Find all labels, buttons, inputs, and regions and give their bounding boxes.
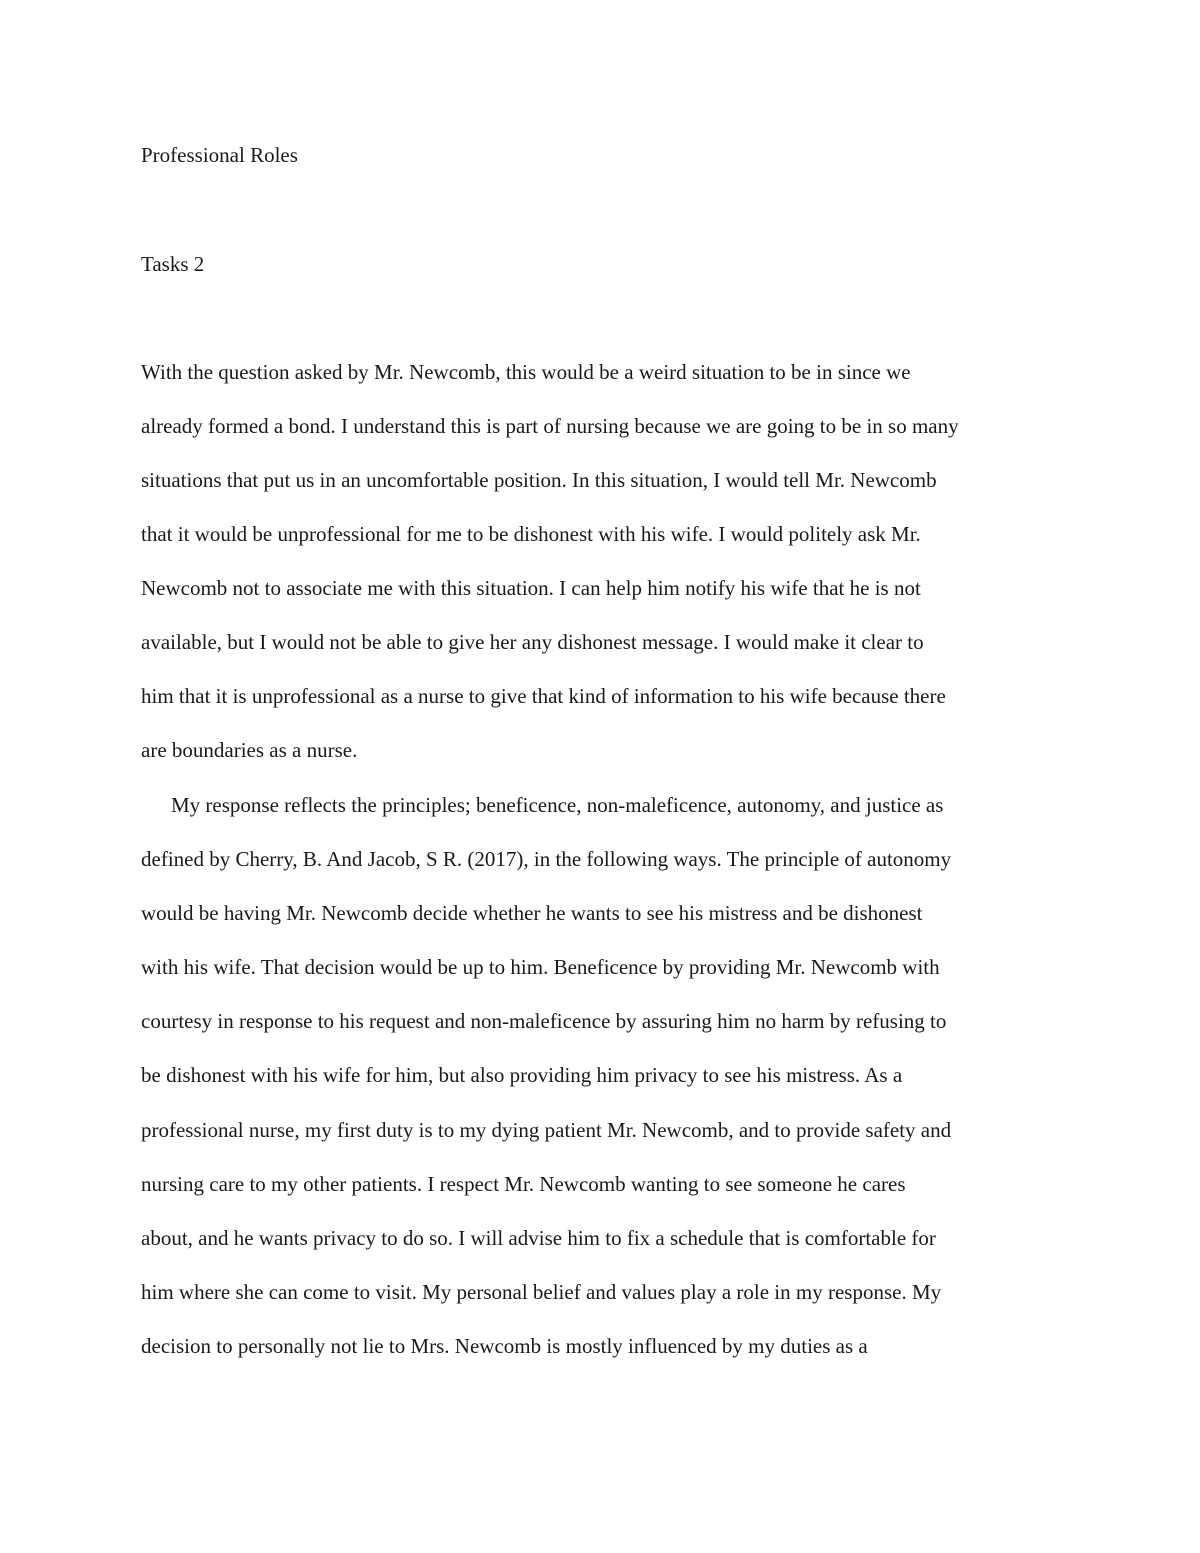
paragraph-line: My response reflects the principles; beneficence, non-maleficence, autonomy, and justice as (171, 793, 944, 817)
paragraph-line: him where she can come to visit. My personal belief and values play a role in my response. My (141, 1280, 942, 1304)
paragraph-line: be dishonest with his wife for him, but also providing him privacy to see his mistress. As a (141, 1063, 903, 1087)
document-subtitle: Tasks 2 (141, 252, 205, 276)
paragraph-line: that it would be unprofessional for me to be dishonest with his wife. I would politely ask Mr. (141, 522, 921, 546)
paragraph-line: nursing care to my other patients. I respect Mr. Newcomb wanting to see someone he cares (141, 1172, 906, 1196)
paragraph-line: him that it is unprofessional as a nurse to give that kind of information to his wife because there (141, 684, 946, 708)
paragraph-line: with his wife. That decision would be up to him. Beneficence by providing Mr. Newcomb with (141, 955, 940, 979)
paragraph-line: defined by Cherry, B. And Jacob, S R. (2017), in the following ways. The principle of autonomy (141, 847, 952, 871)
paragraph-line: decision to personally not lie to Mrs. Newcomb is mostly influenced by my duties as a (141, 1334, 868, 1358)
paragraph-line: situations that put us in an uncomfortable position. In this situation, I would tell Mr. Newcomb (141, 468, 937, 492)
paragraph-line: courtesy in response to his request and non-maleficence by assuring him no harm by refusing to (141, 1009, 947, 1033)
paragraph-line: available, but I would not be able to give her any dishonest message. I would make it clear to (141, 630, 924, 654)
paragraph-line: are boundaries as a nurse. (141, 738, 358, 762)
paragraph-line: about, and he wants privacy to do so. I will advise him to fix a schedule that is comfortable for (141, 1226, 936, 1250)
paragraph-line: With the question asked by Mr. Newcomb, this would be a weird situation to be in since we (141, 360, 911, 384)
paragraph-line: would be having Mr. Newcomb decide whether he wants to see his mistress and be dishonest (141, 901, 923, 925)
paragraph-line: professional nurse, my first duty is to my dying patient Mr. Newcomb, and to provide safety and (141, 1118, 952, 1142)
paragraph-line: Newcomb not to associate me with this situation. I can help him notify his wife that he is not (141, 576, 921, 600)
paragraph-line: already formed a bond. I understand this is part of nursing because we are going to be in so many (141, 414, 959, 438)
document-title: Professional Roles (141, 143, 298, 167)
